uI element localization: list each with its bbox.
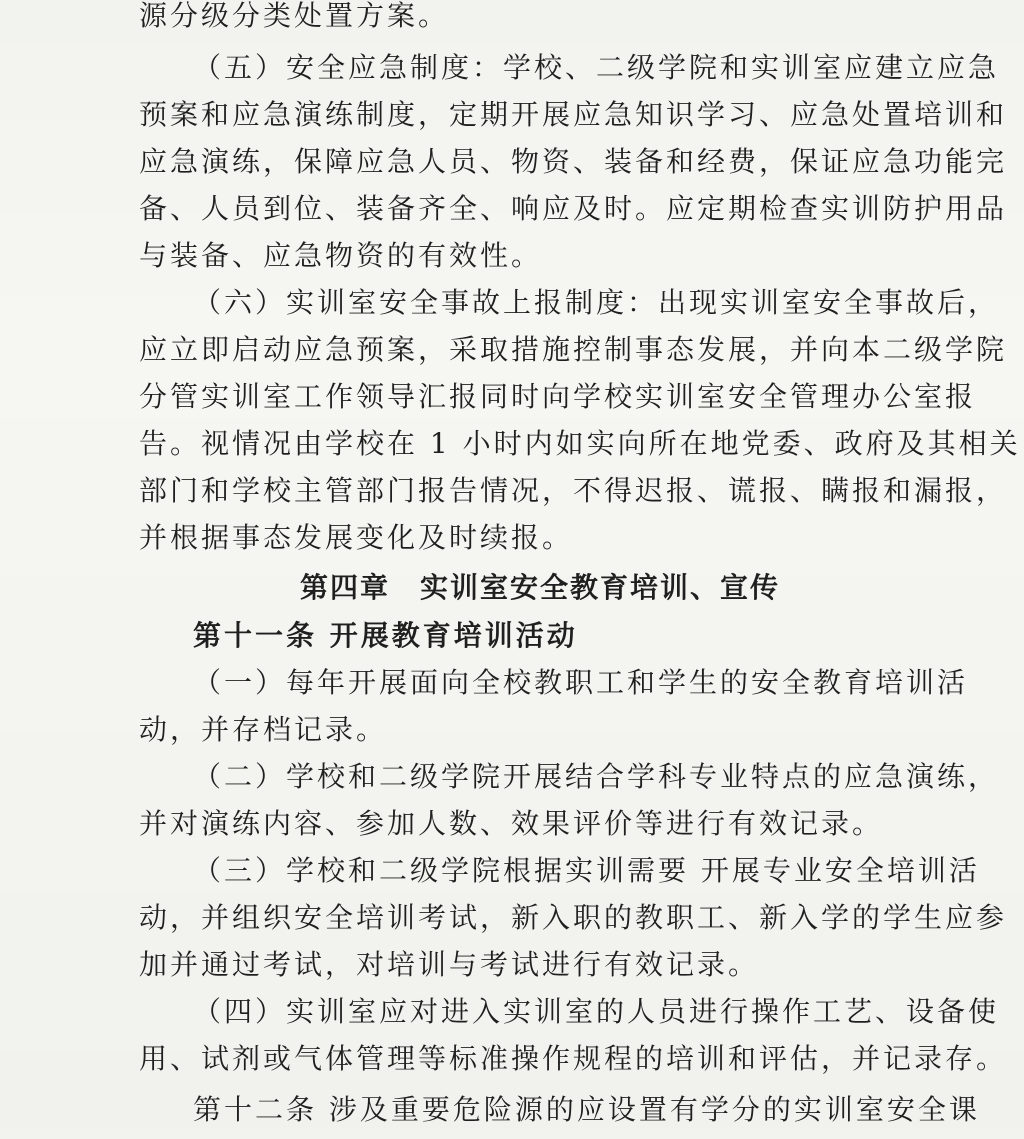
paragraph-five-start: （五）安全应急制度：学校、二级学院和实训室应建立应急 xyxy=(193,51,1000,84)
item-three-start: （三）学校和二级学院根据实训需要 开展专业安全培训活 xyxy=(193,854,980,887)
text-line: 与装备、应急物资的有效性。 xyxy=(139,239,543,272)
item-one-start: （一）每年开展面向全校教职工和学生的安全教育培训活 xyxy=(193,666,969,699)
text-line: 动，并组织安全培训考试，新入职的教职工、新入学的学生应参 xyxy=(139,901,1008,934)
chapter-heading: 第四章 实训室安全教育培训、宣传 xyxy=(300,571,781,604)
item-two-start: （二）学校和二级学院开展结合学科专业特点的应急演练， xyxy=(193,760,1000,793)
text-line: 加并通过考试，对培训与考试进行有效记录。 xyxy=(139,948,760,981)
text-line: 应急演练，保障应急人员、物资、装备和经费，保证应急功能完 xyxy=(139,145,1008,178)
text-line: 告。视情况由学校在 1 小时内如实向所在地党委、政府及其相关 xyxy=(139,427,1021,460)
text-line: 用、试剂或气体管理等标准操作规程的培训和评估，并记录存。 xyxy=(139,1042,1008,1075)
text-line: 并根据事态发展变化及时续报。 xyxy=(139,521,574,554)
text-line: 动，并存档记录。 xyxy=(139,713,388,746)
text-line: 部门和学校主管部门报告情况，不得迟报、谎报、瞒报和漏报， xyxy=(139,474,1008,507)
text-line: 源分级分类处置方案。 xyxy=(139,0,450,32)
text-line: 预案和应急演练制度，定期开展应急知识学习、应急处置培训和 xyxy=(139,98,1008,131)
text-line: 备、人员到位、装备齐全、响应及时。应定期检查实训防护用品 xyxy=(139,192,1008,225)
article-heading: 第十一条 开展教育培训活动 xyxy=(193,619,578,652)
text-line: 并对演练内容、参加人数、效果评价等进行有效记录。 xyxy=(139,807,884,840)
item-four-start: （四）实训室应对进入实训室的人员进行操作工艺、设备使 xyxy=(193,995,1000,1028)
text-line: 分管实训室工作领导汇报同时向学校实训室安全管理办公室报 xyxy=(139,380,977,413)
paragraph-six-start: （六）实训室安全事故上报制度：出现实训室安全事故后， xyxy=(193,286,1000,319)
article-twelve-start: 第十二条 涉及重要危险源的应设置有学分的实训室安全课 xyxy=(193,1093,980,1126)
text-line: 应立即启动应急预案，采取措施控制事态发展，并向本二级学院 xyxy=(139,333,1008,366)
